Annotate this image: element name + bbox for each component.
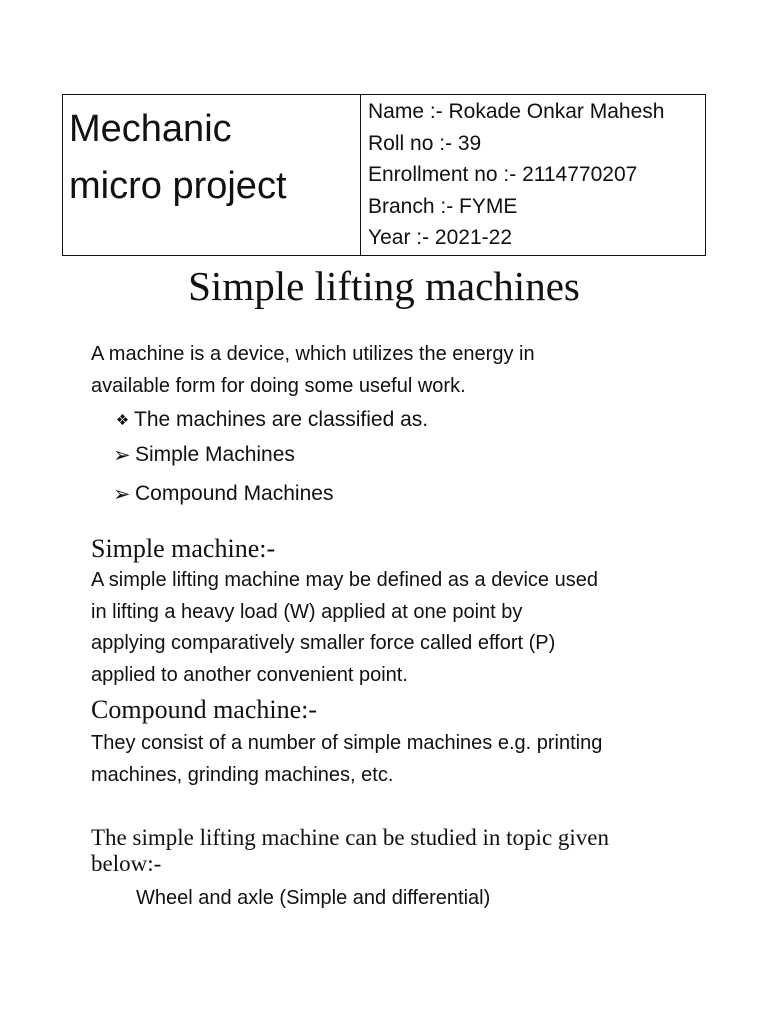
four-diamond-bullet-icon: ❖ (115, 412, 130, 429)
header-table (62, 94, 706, 256)
topics-intro-line-1: The simple lifting machine can be studied in topic given (91, 825, 610, 850)
branch: Branch :- FYME (368, 194, 518, 218)
enrollment-number: Enrollment no :- 2114770207 (368, 163, 638, 186)
classification-heading (113, 404, 428, 436)
list-item (113, 478, 333, 510)
compound-machine-line-1: They consist of a number of simple machines e.g. printing (91, 732, 603, 754)
list-item-label: Compound Machines (135, 482, 334, 505)
simple-machine-heading: Simple machine:- (91, 534, 276, 563)
simple-machine-line-1: A simple lifting machine may be defined as a device used (91, 569, 598, 591)
simple-machine-line-3: applying comparatively smaller force called effort (P) (91, 632, 556, 654)
project-title-line-2: micro project (69, 165, 287, 207)
intro-paragraph (91, 339, 691, 402)
simple-machine-paragraph (91, 565, 691, 691)
project-title-line-1: Mechanic (69, 108, 232, 150)
topics-intro (91, 825, 711, 877)
arrowhead-bullet-icon: ➢ (113, 443, 131, 467)
compound-machine-line-2: machines, grinding machines, etc. (91, 763, 394, 786)
simple-machine-line-4: applied to another convenient point. (91, 663, 408, 686)
list-item (113, 439, 295, 471)
simple-machine-line-2: in lifting a heavy load (W) applied at one point by (91, 600, 523, 623)
student-info-cell (361, 95, 705, 255)
intro-line-2: available form for doing some useful work. (91, 374, 466, 397)
compound-machine-heading: Compound machine:- (91, 695, 318, 724)
intro-line-1: A machine is a device, which utilizes the energy in (91, 343, 535, 365)
arrowhead-bullet-icon: ➢ (113, 482, 131, 506)
list-item-label: Simple Machines (135, 443, 295, 466)
student-name: Name :- Rokade Onkar Mahesh (368, 100, 665, 123)
year: Year :- 2021-22 (368, 226, 512, 249)
topic-item: Wheel and axle (Simple and differential) (136, 887, 491, 909)
roll-number: Roll no :- 39 (368, 131, 482, 155)
topics-intro-line-2: below:- (91, 851, 162, 876)
compound-machine-paragraph (91, 728, 691, 791)
project-title-cell (63, 95, 361, 255)
page-title: Simple lifting machines (188, 263, 580, 309)
classification-heading-text: The machines are classified as. (134, 408, 429, 431)
